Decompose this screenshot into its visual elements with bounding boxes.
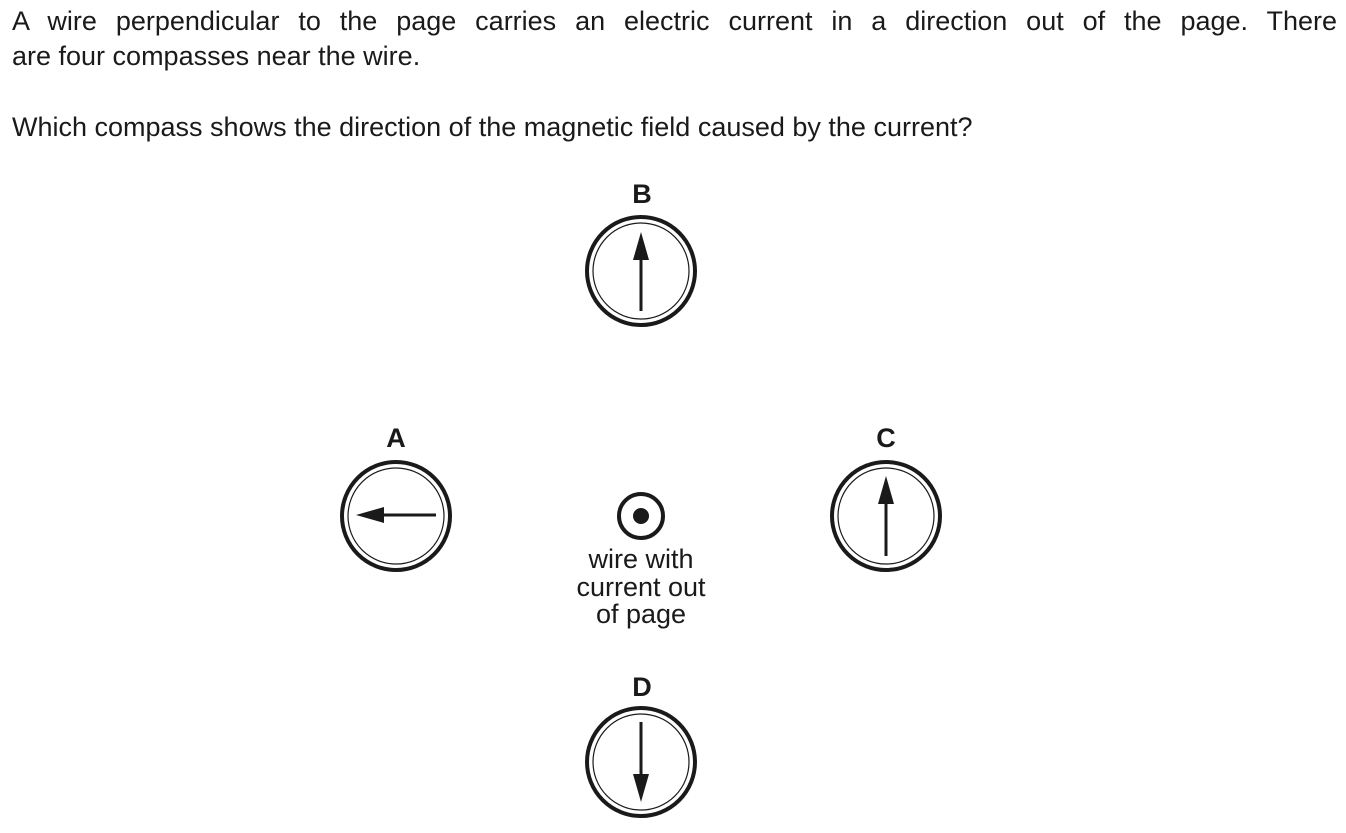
compass-d-needle-icon — [633, 722, 649, 802]
compass-label-b: B — [632, 179, 652, 209]
compass-b-needle-icon — [633, 232, 649, 311]
wire — [576, 494, 706, 629]
compass-label-c: C — [876, 423, 896, 453]
wire-caption-line-3: of page — [595, 599, 687, 629]
compass-label-a: A — [386, 423, 406, 453]
compass-a — [342, 423, 450, 570]
compass-b — [587, 179, 695, 325]
question-prompt: Which compass shows the direction of the magnetic field caused by the current? — [12, 112, 973, 142]
compass-c-needle-icon — [878, 476, 894, 556]
question-line-2: are four compasses near the wire. — [12, 41, 421, 71]
question-line-1: A wire perpendicular to the page carries an electric current in a direction out of the page. There — [12, 6, 1337, 36]
wire-caption-line-1: wire with — [588, 544, 694, 574]
wire-caption-line-2: current out — [576, 572, 706, 602]
compass-label-d: D — [632, 672, 652, 702]
compass-c — [832, 423, 940, 570]
compass-a-needle-icon — [356, 507, 436, 523]
compass-d — [587, 672, 695, 816]
dot-in-circle-icon — [619, 494, 663, 538]
